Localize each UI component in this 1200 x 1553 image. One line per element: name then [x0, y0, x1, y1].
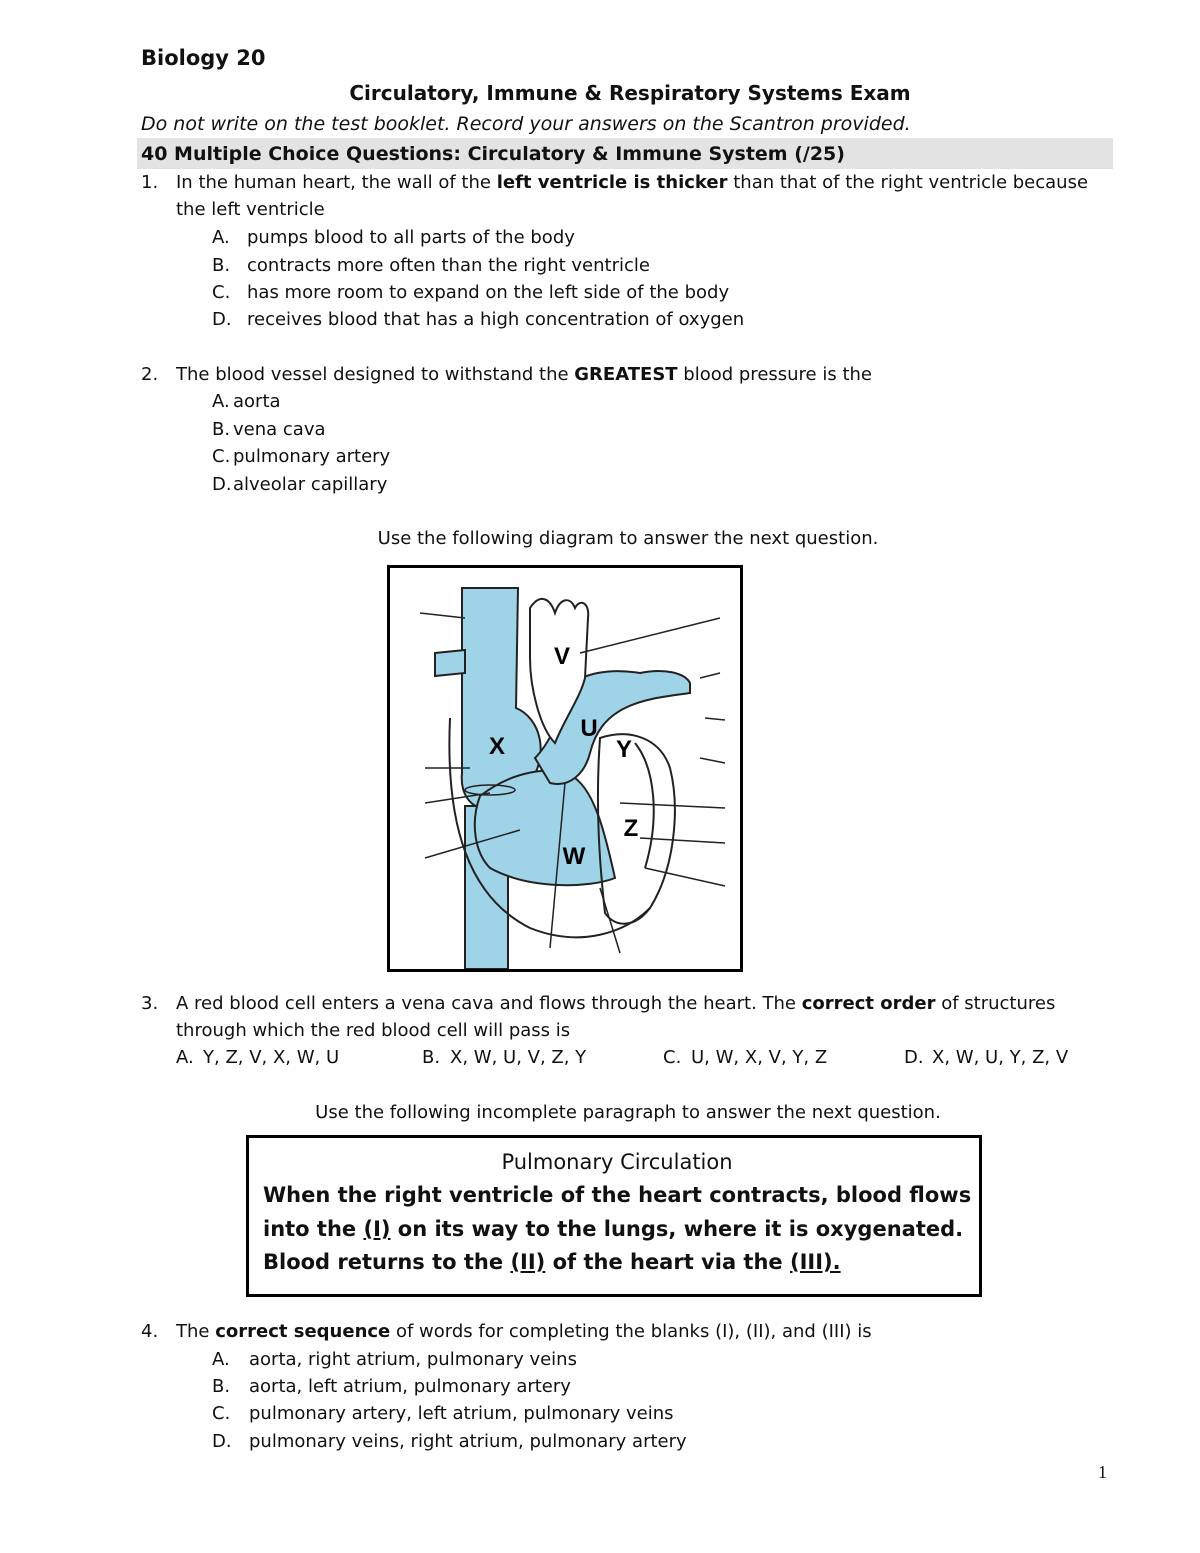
paragraph-line-3: [263, 1250, 841, 1274]
section-heading-text: 40 Multiple Choice Questions: Circulatory & Immune System (/25): [141, 143, 845, 165]
label-y: Y: [615, 736, 633, 763]
label-w: W: [562, 843, 586, 870]
question-4-stem: [176, 1321, 872, 1342]
paragraph-text: Blood returns to the: [263, 1250, 511, 1274]
question-2-option-letter: C.: [212, 446, 231, 467]
exam-title: Circulatory, Immune & Respiratory Systems Exam: [349, 81, 911, 105]
paragraph-text: on its way to the lungs, where it is oxygenated.: [390, 1217, 964, 1241]
question-1-number: 1.: [141, 172, 159, 193]
paragraph-intro: Use the following incomplete paragraph to answer the next question.: [315, 1102, 941, 1123]
paragraph-text: of the heart via the: [545, 1250, 790, 1274]
question-4-option-letter: D.: [212, 1431, 232, 1452]
question-4-emphasis: correct sequence: [215, 1321, 391, 1342]
question-1-text: In the human heart, the wall of the: [176, 172, 497, 193]
question-4-text-cont: of words for completing the blanks (I), (II), and (III) is: [390, 1321, 872, 1342]
question-4-number: 4.: [141, 1321, 159, 1342]
course-title: Biology 20: [141, 46, 266, 70]
label-u: U: [580, 715, 598, 742]
question-1-option-letter: A.: [212, 227, 230, 248]
question-2-option-c: pulmonary artery: [233, 446, 391, 467]
question-4-option-letter: A.: [212, 1349, 230, 1370]
question-3-option-letter: A.: [176, 1047, 194, 1068]
label-v: V: [553, 643, 571, 670]
question-3-text-cont: of structures: [935, 993, 1056, 1014]
question-4-text: The: [176, 1321, 216, 1342]
question-1-stem-line2: the left ventricle: [176, 199, 325, 220]
question-1-option-d: receives blood that has a high concentration of oxygen: [247, 309, 745, 330]
question-2-option-d: alveolar capillary: [233, 474, 388, 495]
question-2-option-letter: B.: [212, 419, 231, 440]
blank-i: (I): [363, 1217, 391, 1241]
question-1-option-b: contracts more often than the right ventricle: [247, 255, 650, 276]
blank-ii: (II): [510, 1250, 546, 1274]
question-4-option-d: pulmonary veins, right atrium, pulmonary artery: [249, 1431, 687, 1452]
question-3-option-a: Y, Z, V, X, W, U: [203, 1047, 340, 1068]
question-3-option-letter: C.: [663, 1047, 682, 1068]
question-1-text-cont: than that of the right ventricle because: [727, 172, 1089, 193]
question-1-emphasis: left ventricle is thicker: [496, 172, 728, 193]
question-2-stem: [176, 364, 872, 385]
question-1-option-letter: C.: [212, 282, 231, 303]
question-3-emphasis: correct order: [801, 993, 936, 1014]
question-2-option-a: aorta: [233, 391, 281, 412]
heart-illustration: [390, 568, 740, 969]
question-3-number: 3.: [141, 993, 159, 1014]
question-4-option-letter: B.: [212, 1376, 231, 1397]
diagram-intro: Use the following diagram to answer the next question.: [377, 528, 879, 549]
page-number: 1: [1098, 1462, 1107, 1482]
question-4-option-letter: C.: [212, 1403, 231, 1424]
paragraph-line-1: When the right ventricle of the heart contracts, blood flows: [263, 1183, 972, 1207]
label-z: Z: [623, 815, 639, 842]
question-2-option-letter: D.: [212, 474, 232, 495]
question-3-text: A red blood cell enters a vena cava and flows through the heart. The: [176, 993, 802, 1014]
question-3-option-b: X, W, U, V, Z, Y: [450, 1047, 587, 1068]
question-1-stem: [176, 172, 1088, 193]
question-1-option-c: has more room to expand on the left side of the body: [247, 282, 730, 303]
exam-instructions: Do not write on the test booklet. Record your answers on the Scantron provided.: [141, 113, 911, 135]
section-heading: [137, 138, 1113, 169]
question-4-option-c: pulmonary artery, left atrium, pulmonary veins: [249, 1403, 674, 1424]
heart-diagram: [387, 565, 743, 972]
question-3-option-letter: D.: [904, 1047, 924, 1068]
question-1-option-letter: B.: [212, 255, 231, 276]
question-2-text: The blood vessel designed to withstand the: [176, 364, 575, 385]
question-2-emphasis: GREATEST: [574, 364, 678, 385]
question-1-option-letter: D.: [212, 309, 232, 330]
question-3-stem-line2: through which the red blood cell will pass is: [176, 1020, 571, 1041]
question-3-option-d: X, W, U, Y, Z, V: [932, 1047, 1069, 1068]
blank-iii: (III).: [789, 1250, 841, 1274]
question-1-option-a: pumps blood to all parts of the body: [247, 227, 575, 248]
paragraph-title: Pulmonary Circulation: [501, 1150, 733, 1174]
question-4-option-a: aorta, right atrium, pulmonary veins: [249, 1349, 577, 1370]
question-2-number: 2.: [141, 364, 159, 385]
label-x: X: [488, 733, 506, 760]
question-3-option-c: U, W, X, V, Y, Z: [691, 1047, 828, 1068]
question-3-option-letter: B.: [422, 1047, 441, 1068]
question-4-option-b: aorta, left atrium, pulmonary artery: [249, 1376, 571, 1397]
question-2-text-cont: blood pressure is the: [677, 364, 872, 385]
paragraph-text: into the: [263, 1217, 364, 1241]
paragraph-line-2: [263, 1217, 963, 1241]
question-2-option-b: vena cava: [233, 419, 326, 440]
paragraph-box: [246, 1135, 982, 1297]
question-2-option-letter: A.: [212, 391, 230, 412]
question-3-stem: [176, 993, 1055, 1014]
